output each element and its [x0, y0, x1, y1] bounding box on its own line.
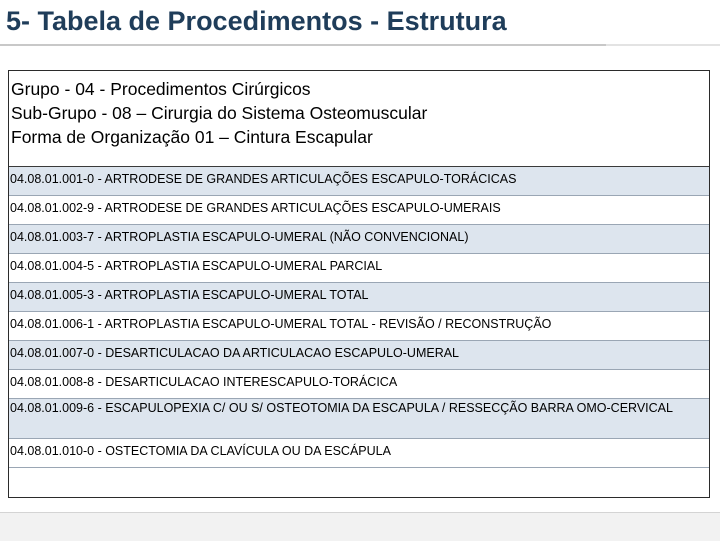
table-row: 04.08.01.009-6 - ESCAPULOPEXIA C/ OU S/ OSTEOTOMIA DA ESCAPULA / RESSECÇÃO BARRA OMO-CERVICAL	[9, 399, 709, 439]
subgroup-label: Sub-Grupo - 08 – Cirurgia do Sistema Osteomuscular	[11, 103, 428, 123]
table-row: 04.08.01.007-0 - DESARTICULACAO DA ARTICULACAO ESCAPULO-UMERAL	[9, 341, 709, 370]
table-row: 04.08.01.006-1 - ARTROPLASTIA ESCAPULO-UMERAL TOTAL - REVISÃO / RECONSTRUÇÃO	[9, 312, 709, 341]
procedures-table	[8, 70, 710, 498]
table-row: 04.08.01.003-7 - ARTROPLASTIA ESCAPULO-UMERAL (NÃO CONVENCIONAL)	[9, 225, 709, 254]
slide-title-bar	[0, 0, 720, 46]
organization-form-label: Forma de Organização 01 – Cintura Escapular	[11, 127, 373, 147]
group-label: Grupo - 04 - Procedimentos Cirúrgicos	[11, 79, 311, 99]
procedure-list	[9, 167, 709, 468]
slide-title: 5- Tabela de Procedimentos - Estrutura	[6, 6, 507, 36]
table-header	[9, 71, 709, 167]
table-row: 04.08.01.005-3 - ARTROPLASTIA ESCAPULO-UMERAL TOTAL	[9, 283, 709, 312]
table-row: 04.08.01.001-0 - ARTRODESE DE GRANDES ARTICULAÇÕES ESCAPULO-TORÁCICAS	[9, 167, 709, 196]
table-row: 04.08.01.010-0 - OSTECTOMIA DA CLAVÍCULA OU DA ESCÁPULA	[9, 439, 709, 468]
table-row: 04.08.01.002-9 - ARTRODESE DE GRANDES ARTICULAÇÕES ESCAPULO-UMERAIS	[9, 196, 709, 225]
table-row: 04.08.01.004-5 - ARTROPLASTIA ESCAPULO-UMERAL PARCIAL	[9, 254, 709, 283]
slide-footer	[0, 512, 720, 541]
title-divider-accent	[606, 44, 720, 46]
table-row: 04.08.01.008-8 - DESARTICULACAO INTERESCAPULO-TORÁCICA	[9, 370, 709, 399]
